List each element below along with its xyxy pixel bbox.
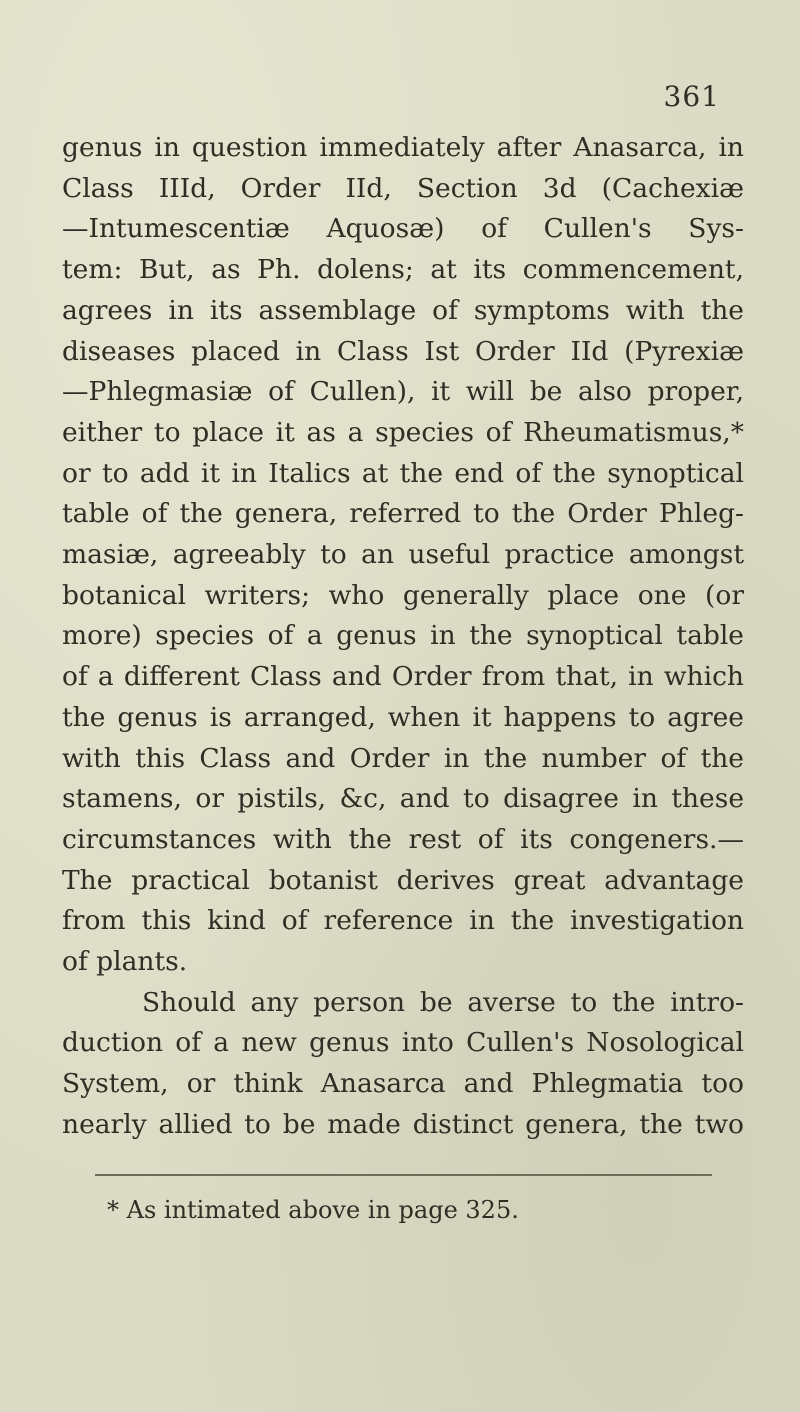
text-line: more) species of a genus in the synoptical table [62,620,744,652]
text-line: diseases placed in Class Ist Order IId (Pyrexiæ [62,335,744,367]
text-line: System, or think Anasarca and Phlegmatia too [62,1068,744,1100]
text-line: —Phlegmasiæ of Cullen), it will be also proper, [62,376,744,408]
text-line: Class IIId, Order IId, Section 3d (Cachexiæ [62,172,744,204]
text-line: or to add it in Italics at the end of the synoptical [62,457,744,489]
text-line: circumstances with the rest of its congeners.— [62,823,744,855]
text-line: nearly allied to be made distinct genera, the two [62,1108,744,1140]
text-line: either to place it as a species of Rheumatismus,* [62,416,744,448]
text-line: botanical writers; who generally place one (or [62,579,744,611]
text-line: —Intumescentiæ Aquosæ) of Cullen's Sys- [62,213,744,245]
text-line: tem: But, as Ph. dolens; at its commencement, [62,254,744,286]
text-line: genus in question immediately after Anasarca, in [62,132,744,163]
text-line: The practical botanist derives great advantage [62,864,744,896]
footnote-divider [95,1174,712,1176]
text-line: of plants. [62,946,188,978]
text-line: agrees in its assemblage of symptoms with the [62,294,744,326]
text-line: stamens, or pistils, &c, and to disagree in these [62,783,744,815]
body-text [62,128,744,1146]
text-line: Should any person be averse to the intro- [142,986,744,1018]
text-line: of a different Class and Order from that, in which [62,661,744,693]
text-line: from this kind of reference in the investigation [62,905,744,937]
text-line: masiæ, agreeably to an useful practice amongst [62,539,744,571]
text-line: duction of a new genus into Cullen's Nosological [62,1027,744,1059]
text-line: table of the genera, referred to the Order Phleg- [62,498,744,530]
page-number: 361 [663,80,720,113]
text-line: with this Class and Order in the number of the [62,742,744,774]
text-line: the genus is arranged, when it happens to agree [62,701,744,733]
footnote: * As intimated above in page 325. [107,1196,519,1224]
